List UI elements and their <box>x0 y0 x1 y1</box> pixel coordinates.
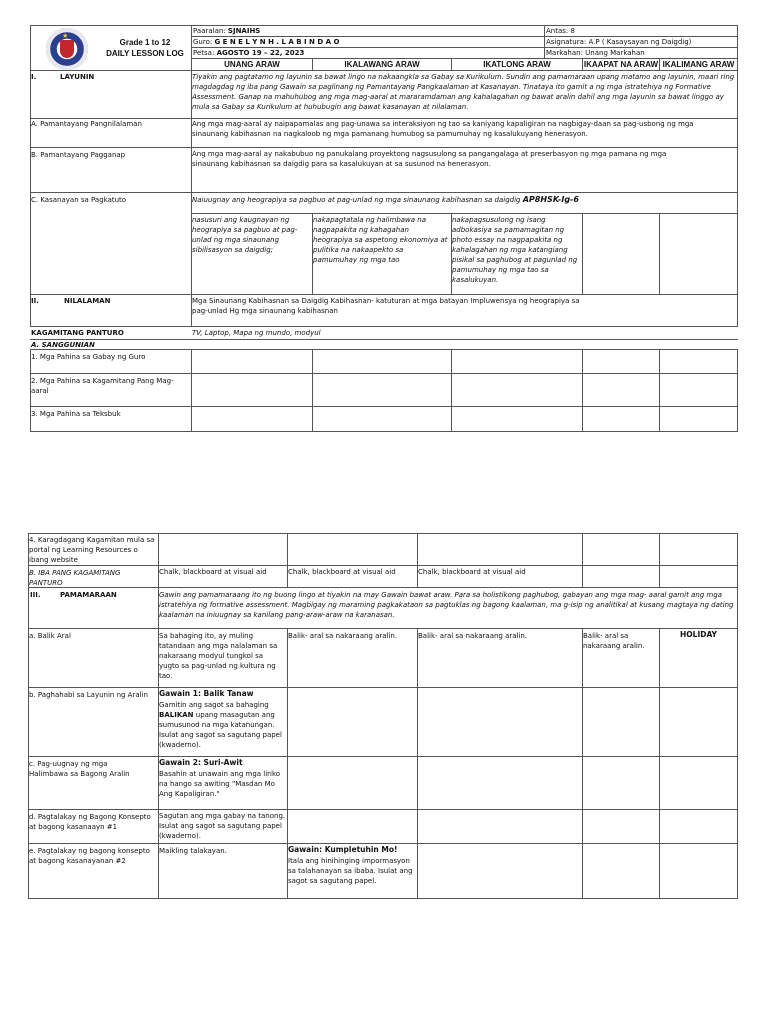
sg3-label: 3. Mga Pahina sa Teksbuk <box>31 410 121 418</box>
iba-day1-text: Chalk, blackboard at visual aid <box>159 568 267 576</box>
kasanayan-day3-text: nakapagsusulong ng isang adbokasiya sa pamamagitan ng photo essay na nagpapakita ng kahalagahan ng mga katangiang pisikal sa paghubog at pagunlad ng pamumuhay ng mga tao sa kasalukuyan. <box>452 216 578 284</box>
kasanayan-day5-cell <box>659 213 738 295</box>
sg1-label: 1. Mga Pahina sa Gabay ng Guro <box>31 353 146 361</box>
pagganap-text: Ang mga mag-aaral ay nakabubuo ng panukalang proyektong nagsusulong sa pangangalaga at preserbasyon ng mga pamana ng mga sinaunang kabihasnan sa daigdig para sa kasalukuyan at sa susunod na henerasyon. <box>192 150 667 168</box>
sg2-day1 <box>191 373 313 407</box>
c-day1-title: Gawain 2: Suri-Awit <box>159 758 243 767</box>
kg4-label: 4. Karagdagang Kagamitan mula sa portal ng Learning Resources o ibang website <box>29 536 155 564</box>
d-day1-text: Sagutan ang mga gabay na tanong. Isulat ang sagot sa sagutang papel (kwaderno). <box>159 812 286 840</box>
day-header-5-label: IKALIMANG ARAW <box>662 60 735 69</box>
iba-day2-text: Chalk, blackboard at visual aid <box>288 568 396 576</box>
b-day3 <box>417 687 583 757</box>
kg4-day2 <box>287 533 418 566</box>
sg2-label: 2. Mga Pahina sa Kagamitang Pang Mag-aaral <box>31 377 174 395</box>
kasanayan-text: Naiuugnay ang heograpiya sa pagbuo at pag-unlad ng mga sinaunang kabihasnan sa daigdig AP8HSK-Ig-6 <box>192 195 579 204</box>
c-day5 <box>659 756 738 810</box>
iba-day5 <box>659 565 738 588</box>
b-day1-title: Gawain 1: Balik Tanaw <box>159 689 254 698</box>
nilalaman-heading: NILALAMAN <box>64 297 111 305</box>
sg2-day4 <box>582 373 660 407</box>
b-day5 <box>659 687 738 757</box>
a-day4-text: Balik- aral sa nakaraang aralin. <box>583 632 645 650</box>
sg1-day4 <box>582 349 660 374</box>
antas-label: Antas: 8 <box>546 27 575 35</box>
d-label: d. Pagtalakay ng Bagong Konsepto at bagong kasanaayn #1 <box>29 813 151 831</box>
a-day3-text: Balik- aral sa nakaraang aralin. <box>418 632 528 640</box>
layunin-num: I. <box>31 73 37 81</box>
sg2-day2 <box>312 373 452 407</box>
layunin-heading: LAYUNIN <box>60 73 95 81</box>
day-header-3-label: IKATLONG ARAW <box>483 60 551 69</box>
b-day1-text: Gamitin ang sagot sa bahaging BALIKAN upang masagutan ang sumusunod na mga katanungan. Isulat ang sagot sa sagutang papel (kwaderno). <box>159 701 282 749</box>
nilalaman-num: II. <box>31 297 39 305</box>
pangnilalaman-text: Ang mga mag-aaral ay naipapamalas ang pag-unawa sa interaksiyon ng tao sa kaniyang kapaligiran na nagbigay-daan sa pag-usbong ng mga sinaunang kabihasnan na nagkaloob ng mga pamanang humubog sa pamumuhay ng kasalukuyang henerasyon. <box>192 120 694 138</box>
a-day1-text: Sa bahaging ito, ay muling tatandaan ang mga nalalaman sa nakaraang modyul tungkol sa yugto sa pag-unlad ng kultura ng tao. <box>159 632 278 680</box>
c-day4 <box>582 756 660 810</box>
sg3-day3 <box>451 406 583 432</box>
holiday-label: HOLIDAY <box>680 630 717 639</box>
pam-num: III. <box>30 591 41 599</box>
kasanayan-day1-text: nasusuri ang kaugnayan ng heograpiya sa pagbuo at pag-unlad ng mga sinaunang sibilisasyon sa daigdig; <box>192 216 298 254</box>
c-label: c. Pag-uugnay ng mga Halimbawa sa Bagong Aralin <box>29 760 130 778</box>
guro-label: Guro: G E N E L Y N H . L A B I N D A O <box>193 38 340 46</box>
kasanayan-label: C. Kasanayan sa Pagkatuto <box>31 196 127 204</box>
sg2-day5 <box>659 373 738 407</box>
a-label: a. Balik Aral <box>29 632 71 640</box>
asignatura-label: Asignatura: A.P ( Kasaysayan ng Daigdig) <box>546 38 692 46</box>
day-header-4-label: IKAAPAT NA ARAW <box>583 60 659 69</box>
pagganap-label: B. Pamantayang Pagganap <box>31 151 126 159</box>
sg3-day5 <box>659 406 738 432</box>
kasanayan-day2-text: nakapagtatala ng halimbawa na nagpapakita ng kahagahan heograpiya sa aspetong ekonomiya at pulitika na nakaapekto sa pamumuhay ng mga tao <box>313 216 448 264</box>
sg3-day1 <box>191 406 313 432</box>
c-day2 <box>287 756 418 810</box>
e-day1-text: Maikling talakayan. <box>159 847 227 855</box>
sg1-day1 <box>191 349 313 374</box>
kasanayan-label-cell <box>30 192 192 295</box>
kg4-day1 <box>158 533 288 566</box>
sg1-day5 <box>659 349 738 374</box>
iba-label: B. IBA PANG KAGAMITANG PANTURO <box>29 569 121 587</box>
deped-seal-icon: ★ <box>46 28 88 70</box>
kagamitang-heading: KAGAMITANG PANTURO <box>31 329 124 337</box>
iba-day3-text: Chalk, blackboard at visual aid <box>418 568 526 576</box>
sg1-day3 <box>451 349 583 374</box>
e-day3 <box>417 843 583 899</box>
petsa-label: Petsa: AGOSTO 19 – 22, 2023 <box>193 49 305 57</box>
b-day2 <box>287 687 418 757</box>
layunin-text: Tiyakin ang pagtatamo ng layunin sa bawat lingo na nakaangkla sa Gabay sa Kurikulum. Sundin ang pamamaraan upang matamo ang layunin, maari ring magdagdag ng iba pang Gawain sa paglinang ng Pamantayang Pangkaalaman at Kasanayan. Tinataya ito gamit a ng mga istratehiya ng Formative Assessment. Ganap na mahuhubog ang mga mag-aaral at mararamdaman ang kahalagahan ng bawat aralin dahil ang mga layunin sa bawat linggo ay mula sa Gabay sa Kurikulum at huhubugin ang bawat kasanayan at nilalaman. <box>192 73 735 111</box>
e-day2-title: Gawain: Kumpletuhin Mo! <box>288 845 398 854</box>
d-day5 <box>659 809 738 844</box>
c-day3 <box>417 756 583 810</box>
log-title: DAILY LESSON LOG <box>106 49 184 58</box>
iba-day4 <box>582 565 660 588</box>
kg4-day5 <box>659 533 738 566</box>
d-day4 <box>582 809 660 844</box>
b-day4 <box>582 687 660 757</box>
sanggunian-heading: A. SANGGUNIAN <box>31 341 95 349</box>
day-header-1-label: UNANG ARAW <box>224 60 280 69</box>
day-header-2-label: IKALAWANG ARAW <box>344 60 420 69</box>
b-label: b. Paghahabi sa Layunin ng Aralin <box>29 691 148 699</box>
e-day5 <box>659 843 738 899</box>
kg4-day3 <box>417 533 583 566</box>
sg3-day2 <box>312 406 452 432</box>
pangnilalaman-label: A. Pamantayang Pangnilalaman <box>31 120 142 128</box>
d-day3 <box>417 809 583 844</box>
kg4-day4 <box>582 533 660 566</box>
paaralan-label: Paaralan: SJNAIHS <box>193 27 261 35</box>
e-day4 <box>582 843 660 899</box>
markahan-label: Markahan: Unang Markahan <box>546 49 645 57</box>
c-day1-text: Basahin at unawain ang mga liriko na hango sa awiting "Masdan Mo Ang Kapaligiran." <box>159 770 281 798</box>
grade-label: Grade 1 to 12 <box>119 38 171 47</box>
e-day2-text: Itala ang hinihinging impormasyon sa talahanayan sa ibaba. Isulat ang sagot sa sagutang papel. <box>288 857 413 885</box>
a-day2-text: Balik- aral sa nakaraang aralin. <box>288 632 398 640</box>
e-label: e. Pagtalakay ng bagong konsepto at bagong kasanayanan #2 <box>29 847 150 865</box>
sg3-day4 <box>582 406 660 432</box>
sg1-day2 <box>312 349 452 374</box>
nilalaman-text: Mga Sinaunang Kabihasnan sa Daigdig Kabihasnan- katuturan at mga batayan Impluwensya ng heograpiya sa pag-unlad Hg mga sinaunang kabihasnan <box>192 297 580 315</box>
kagamitang-text: TV, Laptop, Mapa ng mundo, modyul <box>192 329 321 337</box>
pam-text: Gawin ang pamamaraang ito ng buong lingo at tiyakin na may Gawain bawat araw. Para sa holistikong paghubog, gabayan ang mga mag- aaral gamit ang mga istratehiya ng formative assessment. Magbigay ng maraming pagkakataon sa pagtuklas ng bagong kaalaman, ma g-isip ng analitikal at kusang magtaya ng dating kaalaman na iniuugnay sa kanilang pang-araw-araw na karanasan. <box>159 591 734 619</box>
d-day2 <box>287 809 418 844</box>
pam-heading: PAMAMARAAN <box>60 591 117 599</box>
kasanayan-day4-cell <box>582 213 660 295</box>
sg2-day3 <box>451 373 583 407</box>
